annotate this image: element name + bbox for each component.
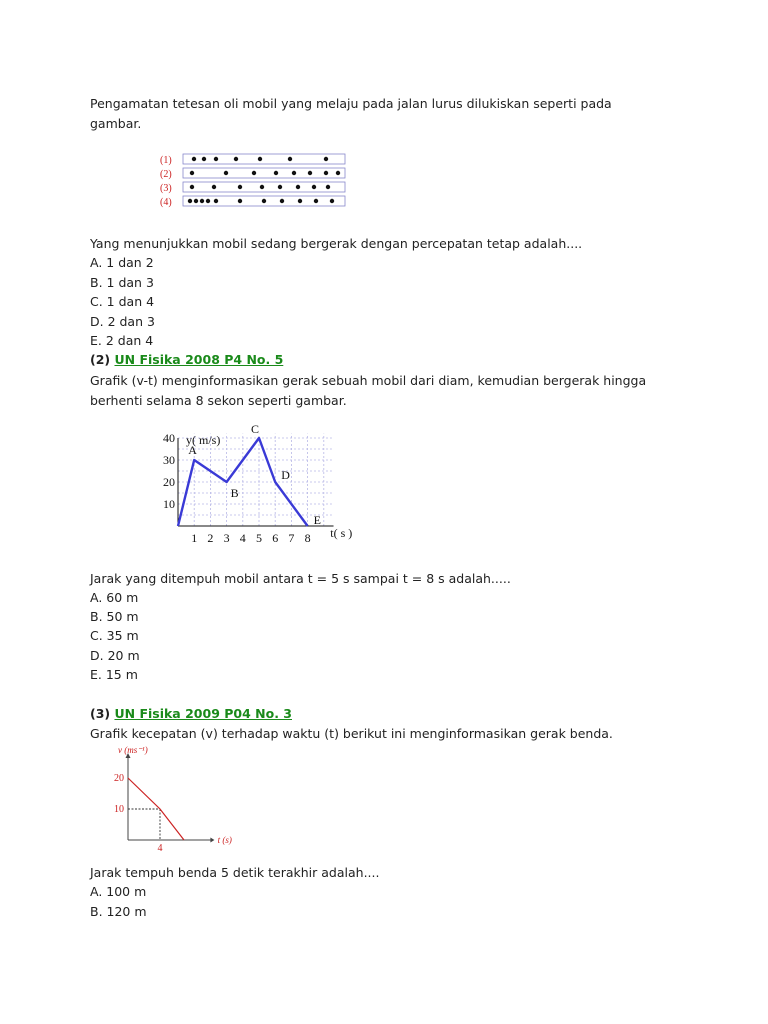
y-tick-label: 40 xyxy=(163,431,175,445)
x-tick-label: 1 xyxy=(191,531,198,545)
y-tick-label: 10 xyxy=(163,497,175,511)
q3-question: Jarak tempuh benda 5 detik terakhir adalah.... xyxy=(90,865,380,880)
q2-heading xyxy=(90,352,283,368)
oil-drop xyxy=(214,199,218,203)
q2-intro-line1: Grafik (v-t) menginformasikan gerak sebuah mobil dari diam, kemudian bergerak hingga xyxy=(90,373,647,388)
oil-drop xyxy=(258,157,262,161)
oil-drops-figure xyxy=(158,152,348,210)
q2-number: (2) xyxy=(90,352,111,367)
y-tick-label: 20 xyxy=(114,773,124,784)
q1-intro-line1: Pengamatan tetesan oli mobil yang melaju pada jalan lurus dilukiskan seperti pada xyxy=(90,96,612,111)
y-axis-label: v (ms⁻¹) xyxy=(118,745,148,755)
q1-question: Yang menunjukkan mobil sedang bergerak dengan percepatan tetap adalah.... xyxy=(90,236,583,251)
oil-drop xyxy=(252,171,256,175)
oil-drop xyxy=(262,199,266,203)
oil-drop xyxy=(206,199,210,203)
oil-drop xyxy=(278,185,282,189)
vt-chart-1 xyxy=(158,422,358,545)
strip-label: (4) xyxy=(160,197,172,208)
oil-drop xyxy=(314,199,318,203)
point-label-c: C xyxy=(251,422,260,436)
q2-option-d: D. 20 m xyxy=(90,648,140,663)
q2-option-c: C. 35 m xyxy=(90,628,139,643)
q3-option-a: A. 100 m xyxy=(90,884,147,899)
oil-drop xyxy=(212,185,216,189)
strip-label: (2) xyxy=(160,169,172,180)
x-tick-label: 5 xyxy=(256,531,262,545)
x-axis-label: t (s) xyxy=(217,835,232,845)
q3-heading xyxy=(90,706,292,722)
x-tick-label: 3 xyxy=(223,531,230,545)
oil-drop xyxy=(326,185,330,189)
oil-drop xyxy=(324,171,328,175)
oil-drop xyxy=(188,199,192,203)
oil-drop xyxy=(312,185,316,189)
strip-label: (1) xyxy=(160,155,172,166)
y-axis-label: y( m/s) xyxy=(186,433,221,447)
oil-drop xyxy=(190,185,194,189)
x-tick-label: 4 xyxy=(157,843,163,854)
strip-label: (3) xyxy=(160,183,172,194)
x-tick-label: 2 xyxy=(207,531,214,545)
x-axis-label: t( s ) xyxy=(330,526,353,540)
q3-number: (3) xyxy=(90,706,111,721)
point-label-a: A xyxy=(188,443,197,457)
oil-drop xyxy=(238,199,242,203)
q2-intro-line2: berhenti selama 8 sekon seperti gambar. xyxy=(90,393,347,408)
q2-source-link[interactable]: UN Fisika 2008 P4 No. 5 xyxy=(114,352,284,367)
y-tick-label: 20 xyxy=(163,475,175,489)
vt-chart-2 xyxy=(108,744,238,856)
oil-drop xyxy=(288,157,292,161)
oil-drop xyxy=(296,185,300,189)
oil-drop xyxy=(194,199,198,203)
oil-drop xyxy=(260,185,264,189)
point-label-d: D xyxy=(281,468,290,482)
q1-option-d: D. 2 dan 3 xyxy=(90,314,155,329)
x-tick-label: 6 xyxy=(272,531,279,545)
y-tick-label: 10 xyxy=(114,804,124,815)
oil-drop xyxy=(330,199,334,203)
x-tick-label: 4 xyxy=(239,531,246,545)
oil-drop xyxy=(200,199,204,203)
oil-drop xyxy=(324,157,328,161)
q3-option-b: B. 120 m xyxy=(90,904,147,919)
oil-drop xyxy=(336,171,340,175)
oil-drop xyxy=(190,171,194,175)
point-label-b: B xyxy=(230,486,239,500)
q1-intro-line2: gambar. xyxy=(90,116,142,131)
oil-drop xyxy=(274,171,278,175)
q1-option-e: E. 2 dan 4 xyxy=(90,333,154,348)
x-tick-label: 8 xyxy=(304,531,311,545)
q2-option-a: A. 60 m xyxy=(90,590,139,605)
strip-frame xyxy=(183,154,345,164)
oil-drop xyxy=(308,171,312,175)
q2-option-e: E. 15 m xyxy=(90,667,138,682)
strip-frame xyxy=(183,168,345,178)
oil-drop xyxy=(298,199,302,203)
oil-drop xyxy=(238,185,242,189)
y-tick-label: 30 xyxy=(163,453,175,467)
oil-drop xyxy=(214,157,218,161)
q2-option-b: B. 50 m xyxy=(90,609,139,624)
q2-question: Jarak yang ditempuh mobil antara t = 5 s sampai t = 8 s adalah..... xyxy=(90,571,511,586)
q3-intro: Grafik kecepatan (v) terhadap waktu (t) berikut ini menginformasikan gerak benda. xyxy=(90,726,613,741)
oil-drop xyxy=(202,157,206,161)
point-label-e: E xyxy=(313,513,321,527)
oil-drop xyxy=(234,157,238,161)
oil-drop xyxy=(192,157,196,161)
oil-drop xyxy=(292,171,296,175)
q1-option-b: B. 1 dan 3 xyxy=(90,275,154,290)
oil-drop xyxy=(224,171,228,175)
x-tick-label: 7 xyxy=(288,531,295,545)
oil-drop xyxy=(280,199,284,203)
q3-source-link[interactable]: UN Fisika 2009 P04 No. 3 xyxy=(114,706,292,721)
q1-option-c: C. 1 dan 4 xyxy=(90,294,155,309)
q1-option-a: A. 1 dan 2 xyxy=(90,255,154,270)
x-axis-arrow xyxy=(210,838,214,843)
